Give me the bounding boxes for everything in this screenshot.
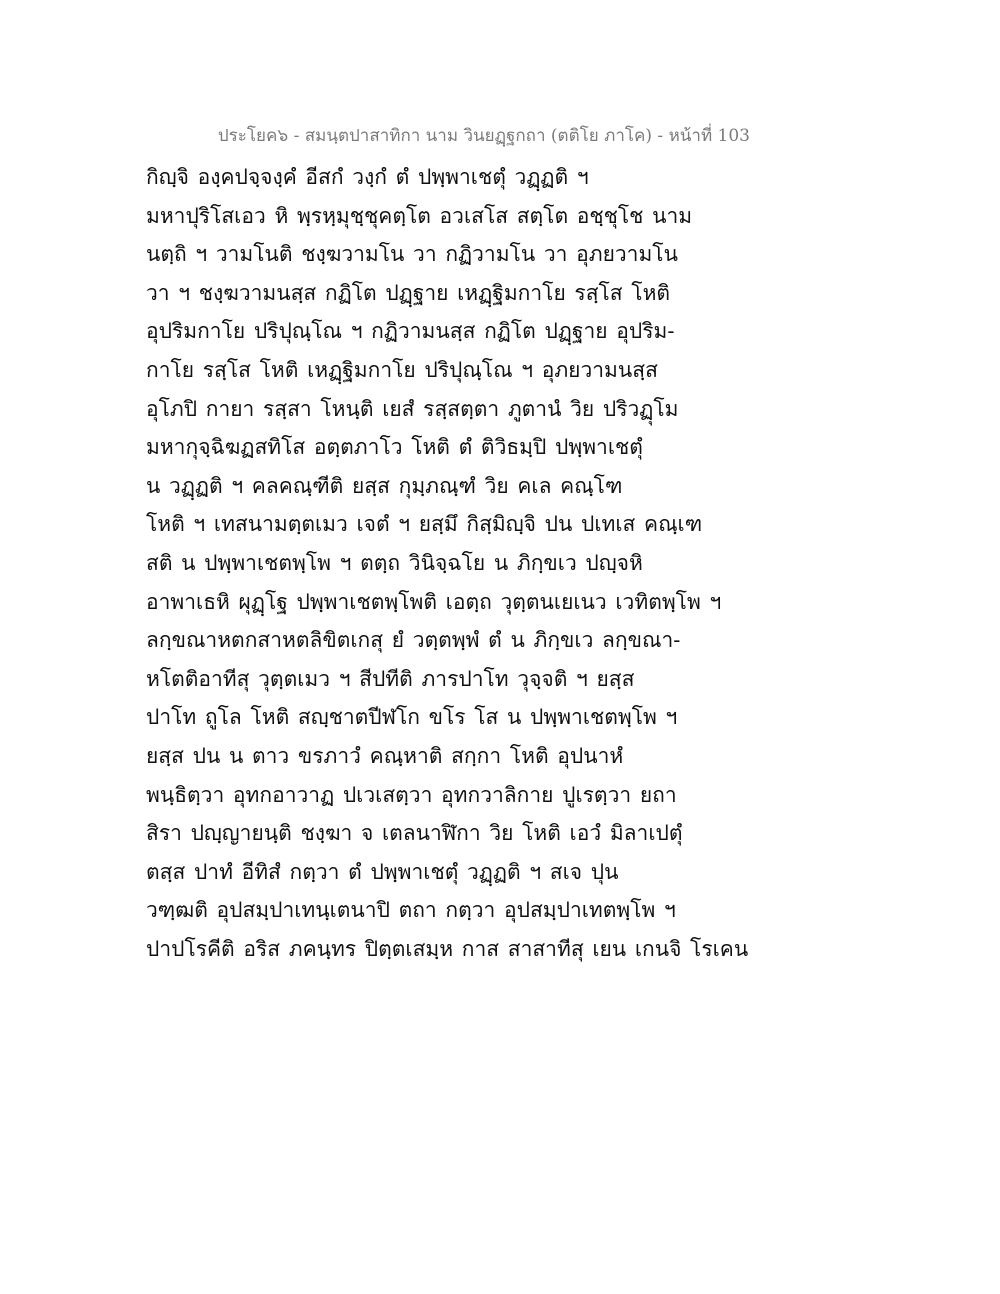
text-line: อุปริมกาโย ปริปุณฺโณ ฯ กฏิวามนสฺส กฏิโต ปฏฺฐาย อุปริม- bbox=[146, 319, 675, 344]
text-line: กิญฺจิ องฺคปจฺจงฺคํ อีสกํ วงฺกํ ตํ ปพฺพาเชตุํ วฏฺฏติ ฯ bbox=[146, 165, 589, 189]
text-line: มหากุจฺฉิฆฏสทิโส อตฺตภาโว โหติ ตํ ติวิธมฺปิ ปพฺพาเชตุํ bbox=[146, 435, 643, 460]
text-line: อาพาเธหิ ผุฏฺโฐ ปพฺพาเชตพฺโพติ เอตฺถ วุตฺตนเยเนว เวทิตพฺโพ ฯ bbox=[146, 589, 722, 614]
text-line: ปาปโรคีติ อริส ภคนฺทร ปิตฺตเสมฺห กาส สาสาทีสุ เยน เกนจิ โรเคน bbox=[146, 936, 749, 961]
text-line: สติ น ปพฺพาเชตพฺโพ ฯ ตตฺถ วินิจฺฉโย น ภิกฺขเว ปญฺจหิ bbox=[146, 550, 643, 575]
text-line: นตฺถิ ฯ วามโนติ ชงฺฆวามโน วา กฏิวามโน วา อุภยวามโน bbox=[146, 242, 678, 267]
text-line: พนฺธิตฺวา อุทกอาวาฏ ปเวเสตฺวา อุทกวาลิกาย ปูเรตฺวา ยถา bbox=[146, 782, 677, 807]
text-line: มหาปุริโสเอว หิ พฺรหฺมุชฺชุคตฺโต อวเสโส สตฺโต อชฺชุโช นาม bbox=[146, 203, 693, 228]
text-line: สิรา ปญฺญายนฺติ ชงฺฆา จ เตลนาฬิกา วิย โหติ เอวํ มิลาเปตุํ bbox=[146, 821, 683, 846]
text-line: โหติ ฯ เทสนามตฺตเมว เจตํ ฯ ยสฺมึ กิสฺมิญฺจิ ปน ปเทเส คณฺเฑ bbox=[146, 512, 703, 537]
text-line: วา ฯ ชงฺฆวามนสฺส กฏิโต ปฏฺฐาย เหฏฺฐิมกาโย รสฺโส โหติ bbox=[146, 280, 671, 305]
text-line: ตสฺส ปาทํ อีทิสํ กตฺวา ตํ ปพฺพาเชตุํ วฏฺฏติ ฯ สเจ ปุน bbox=[146, 859, 619, 884]
page-header: ประโยค๖ - สมนฺตปาสาทิกา นาม วินยฏฺฐกถา (ตติโย ภาโค) - หน้าที่ 103 bbox=[217, 126, 750, 146]
text-line: ปาโท ถูโล โหติ สญฺชาตปีฬโก ขโร โส น ปพฺพาเชตพฺโพ ฯ bbox=[146, 705, 678, 730]
body-text bbox=[146, 158, 766, 968]
text-line: อุโภปิ กายา รสฺสา โหนฺติ เยสํ รสฺสตฺตา ภูตานํ วิย ปริวฏุโม bbox=[146, 396, 679, 421]
text-line: วฑฺฒติ อุปสมฺปาเทนฺเตนาปิ ตถา กตฺวา อุปสมฺปาเทตพฺโพ ฯ bbox=[146, 898, 676, 923]
text-line: กาโย รสฺโส โหติ เหฏฺฐิมกาโย ปริปุณฺโณ ฯ อุภยวามนสฺส bbox=[146, 357, 658, 382]
text-line: ลกฺขณาหตกสาหตลิขิตเกสุ ยํ วตฺตพฺพํ ตํ น ภิกฺขเว ลกฺขณา- bbox=[146, 628, 681, 653]
text-line: ยสฺส ปน น ตาว ขรภาวํ คณฺหาติ สกฺกา โหติ อุปนาหํ bbox=[146, 743, 624, 768]
text-line: หโตติอาทีสุ วุตฺตเมว ฯ สีปทีติ ภารปาโท วุจฺจติ ฯ ยสฺส bbox=[146, 666, 635, 691]
text-line: น วฏฺฏติ ฯ คลคณฺฑีติ ยสฺส กุมฺภณฺฑํ วิย คเล คณฺโฑ bbox=[146, 473, 623, 498]
